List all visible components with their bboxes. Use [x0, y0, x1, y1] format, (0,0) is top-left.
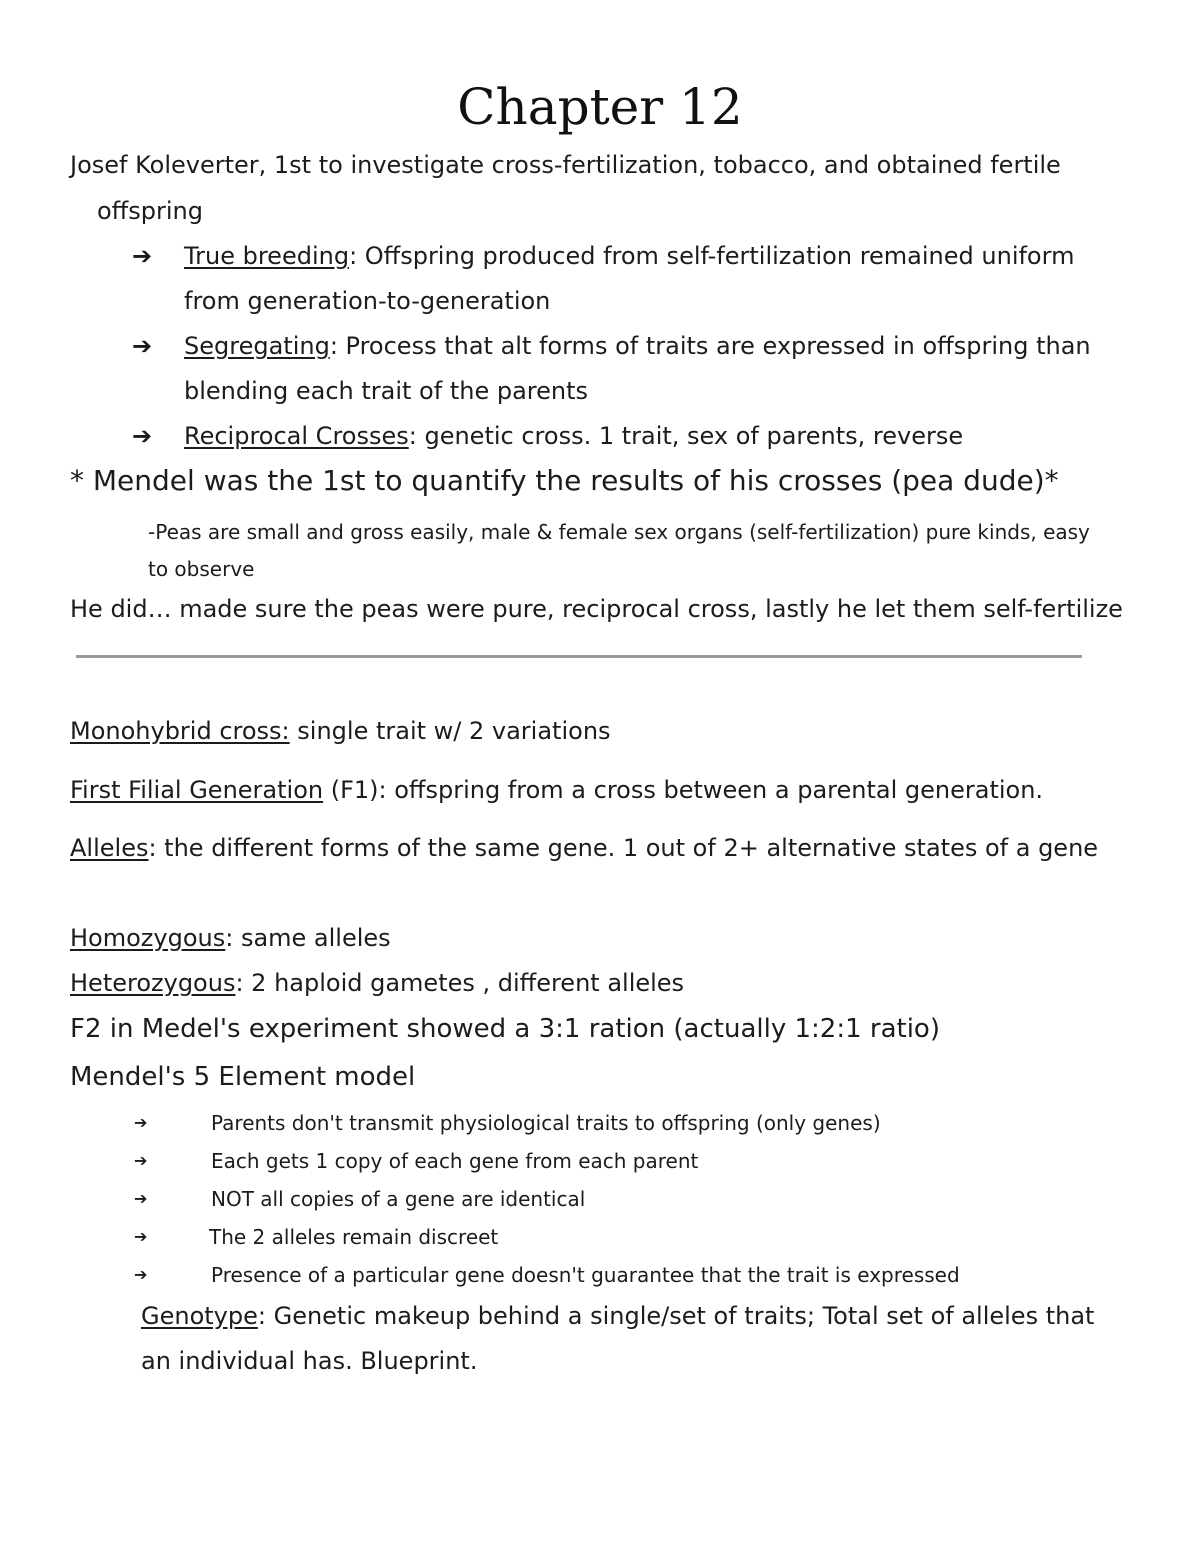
term-label: Segregating — [184, 332, 330, 360]
genotype-definition — [141, 1301, 1094, 1331]
definition-term: Heterozygous — [70, 969, 236, 997]
peas-note: -Peas are small and gross easily, male & female sex organs (self-fertilization) pure kinds, easy — [148, 520, 1090, 544]
model-heading: Mendel's 5 Element model — [70, 1062, 416, 1092]
definition-line — [70, 833, 1098, 863]
page-title: Chapter 12 — [457, 78, 743, 136]
definition-text: : the different forms of the same gene. 1 out of 2+ alternative states of a gene — [148, 834, 1099, 862]
definition-term: Homozygous — [70, 924, 226, 952]
definition-line — [70, 923, 391, 953]
term-definition: : Offspring produced from self-fertilization remained uniform — [349, 242, 1075, 270]
small-arrow-icon: ➔ — [134, 1113, 148, 1132]
definition-text: single trait w/ 2 variations — [289, 717, 611, 745]
genotype-term: Genotype — [141, 1302, 258, 1330]
arrow-bullet-icon: ➔ — [132, 422, 153, 450]
definition-line — [70, 716, 611, 746]
horizontal-divider — [76, 655, 1082, 658]
model-list-item: Presence of a particular gene doesn't guarantee that the trait is expressed — [211, 1263, 960, 1287]
definition-term: First Filial Generation — [70, 776, 324, 804]
f2-line: F2 in Medel's experiment showed a 3:1 ration (actually 1:2:1 ratio) — [70, 1014, 940, 1044]
genotype-text: : Genetic makeup behind a single/set of traits; Total set of alleles that — [257, 1302, 1095, 1330]
definition-line — [70, 968, 684, 998]
small-arrow-icon: ➔ — [134, 1227, 148, 1246]
definition-text: : 2 haploid gametes , different alleles — [235, 969, 685, 997]
term-label: True breeding — [184, 242, 350, 270]
arrow-bullet-icon: ➔ — [132, 332, 153, 360]
model-list-item: The 2 alleles remain discreet — [209, 1225, 499, 1249]
term-item — [184, 421, 963, 451]
small-arrow-icon: ➔ — [134, 1189, 148, 1208]
term-item — [184, 331, 1091, 361]
definition-term: Monohybrid cross: — [70, 717, 290, 745]
term-item — [184, 241, 1074, 271]
intro-line: Josef Koleverter, 1st to investigate cross-fertilization, tobacco, and obtained fertile — [70, 151, 1061, 179]
definition-line — [70, 775, 1043, 805]
term-definition: : Process that alt forms of traits are expressed in offspring than — [329, 332, 1091, 360]
model-list-item: Parents don't transmit physiological traits to offspring (only genes) — [211, 1111, 881, 1135]
term-definition: : genetic cross. 1 trait, sex of parents, reverse — [408, 422, 964, 450]
term-definition-continued: from generation-to-generation — [184, 287, 551, 315]
small-arrow-icon: ➔ — [134, 1151, 148, 1170]
model-list-item: Each gets 1 copy of each gene from each parent — [211, 1149, 699, 1173]
definition-text: : same alleles — [225, 924, 391, 952]
small-arrow-icon: ➔ — [134, 1265, 148, 1284]
term-label: Reciprocal Crosses — [184, 422, 409, 450]
he-did-line: He did… made sure the peas were pure, reciprocal cross, lastly he let them self-fertilize — [70, 595, 1123, 623]
arrow-bullet-icon: ➔ — [132, 242, 153, 270]
mendel-note: * Mendel was the 1st to quantify the results of his crosses (pea dude)* — [70, 464, 1059, 497]
term-definition-continued: blending each trait of the parents — [184, 377, 589, 405]
model-list-item: NOT all copies of a gene are identical — [211, 1187, 586, 1211]
genotype-definition-continued: an individual has. Blueprint. — [141, 1347, 478, 1375]
peas-note-continued: to observe — [148, 557, 255, 581]
definition-text: (F1): offspring from a cross between a parental generation. — [323, 776, 1044, 804]
intro-line-continued: offspring — [97, 197, 203, 225]
definition-term: Alleles — [70, 834, 149, 862]
